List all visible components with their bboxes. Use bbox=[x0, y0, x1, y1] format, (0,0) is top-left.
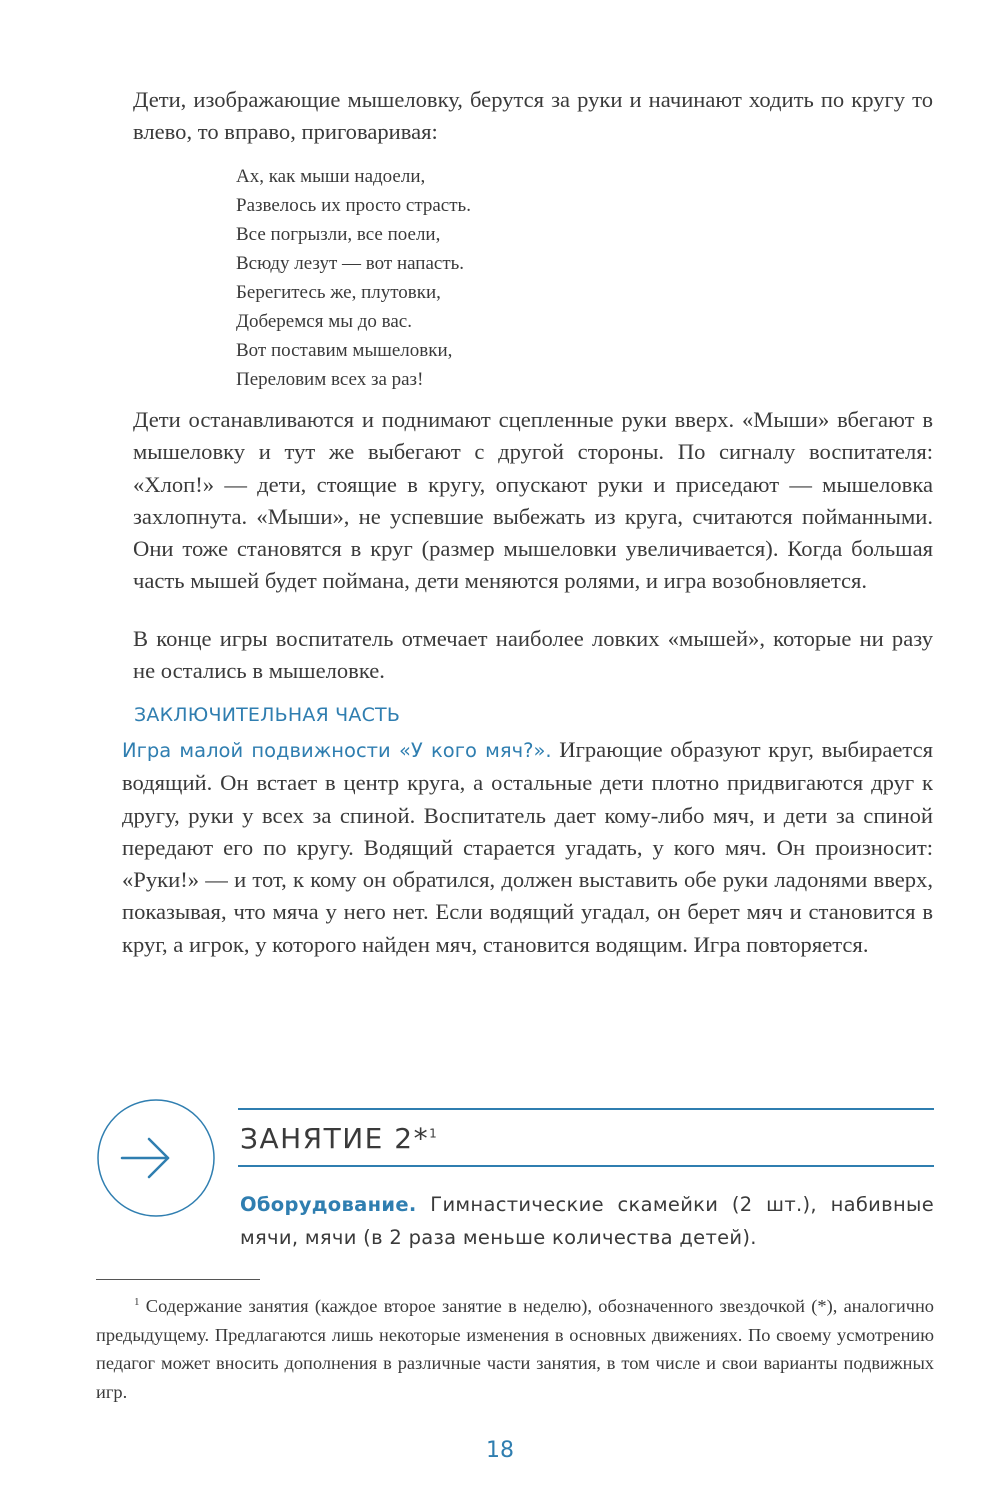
poem bbox=[236, 162, 736, 394]
poem-line: Вот поставим мышеловки, bbox=[236, 340, 453, 361]
game-end-paragraph: В конце игры воспитатель отмечает наиболее ловких «мышей», которые ни разу не остались в мышеловке. bbox=[133, 626, 933, 684]
arrow-right-icon bbox=[96, 1098, 216, 1218]
footnote-ref: 1 bbox=[429, 1126, 437, 1141]
poem-line: Доберемся мы до вас. bbox=[236, 311, 412, 332]
game-title: Игра малой подвижности «У кого мяч?». bbox=[122, 739, 552, 762]
footnote-text: Содержание занятия (каждое второе занятие в неделю), обозначенного звездочкой (*), аналогично предыдущему. Предлагаются лишь некоторые изменения в основных движениях. По своему усмотрению педагог может вносить дополнения в различные части занятия, в том числе и свои варианты подвижных игр. bbox=[96, 1296, 934, 1402]
poem-line: Ах, как мыши надоели, bbox=[236, 166, 426, 187]
footnote-divider bbox=[96, 1279, 260, 1280]
intro-paragraph: Дети, изображающие мышеловку, берутся за руки и начинают ходить по кругу то влево, то вправо, приговаривая: bbox=[133, 87, 933, 145]
section-heading: ЗАКЛЮЧИТЕЛЬНАЯ ЧАСТЬ bbox=[134, 704, 401, 726]
game-description: Играющие образуют круг, выбирается водящий. Он встает в центр круга, а остальные дети плотно придвигаются друг к другу, руки у всех за спиной. Воспитатель дает кому-либо мяч, и дети за спиной передают его по кругу. Водящий старается угадать, у кого мяч. Он произносит: «Руки!» — и тот, к кому он обратился, должен выставить обе руки ладонями вверх, показывая, что мяча у него нет. Если водящий угадал, он берет мяч и становится в круг, а игрок, у которого найден мяч, становится водящим. Игра повторяется. bbox=[122, 737, 933, 957]
lesson-title bbox=[240, 1122, 437, 1155]
game-rules-paragraph: Дети останавливаются и поднимают сцепленные руки вверх. «Мыши» вбегают в мышеловку и тут же выбегают с другой стороны. По сигналу воспитателя: «Хлоп!» — дети, стоящие в кругу, опускают руки и приседают — мышеловка захлопнута. «Мыши», не успевшие выбежать из круга, считаются пойманными. Они тоже становятся в круг (размер мышеловки увеличивается). Когда большая часть мышей будет поймана, дети меняются ролями, и игра возобновляется. bbox=[133, 407, 933, 594]
title-rule-top bbox=[238, 1108, 934, 1110]
poem-line: Берегитесь же, плутовки, bbox=[236, 282, 441, 303]
equipment-label: Оборудование. bbox=[240, 1193, 417, 1216]
equipment-text: Гимнастические скамейки (2 шт.), набивные мячи, мячи (в 2 раза меньше количества детей). bbox=[240, 1193, 934, 1249]
lesson-title-text: ЗАНЯТИЕ 2* bbox=[240, 1122, 430, 1155]
footnote-mark: 1 bbox=[134, 1296, 140, 1308]
poem-line: Развелось их просто страсть. bbox=[236, 195, 471, 216]
poem-line: Переловим всех за раз! bbox=[236, 369, 424, 390]
poem-line: Всюду лезут — вот напасть. bbox=[236, 253, 465, 274]
poem-line: Все погрызли, все поели, bbox=[236, 224, 441, 245]
equipment-paragraph bbox=[240, 1188, 934, 1254]
footnote bbox=[96, 1288, 934, 1406]
lesson-circle bbox=[96, 1098, 216, 1218]
game-paragraph bbox=[122, 734, 933, 961]
page-number: 18 bbox=[486, 1438, 514, 1463]
title-rule-bottom bbox=[238, 1165, 934, 1167]
